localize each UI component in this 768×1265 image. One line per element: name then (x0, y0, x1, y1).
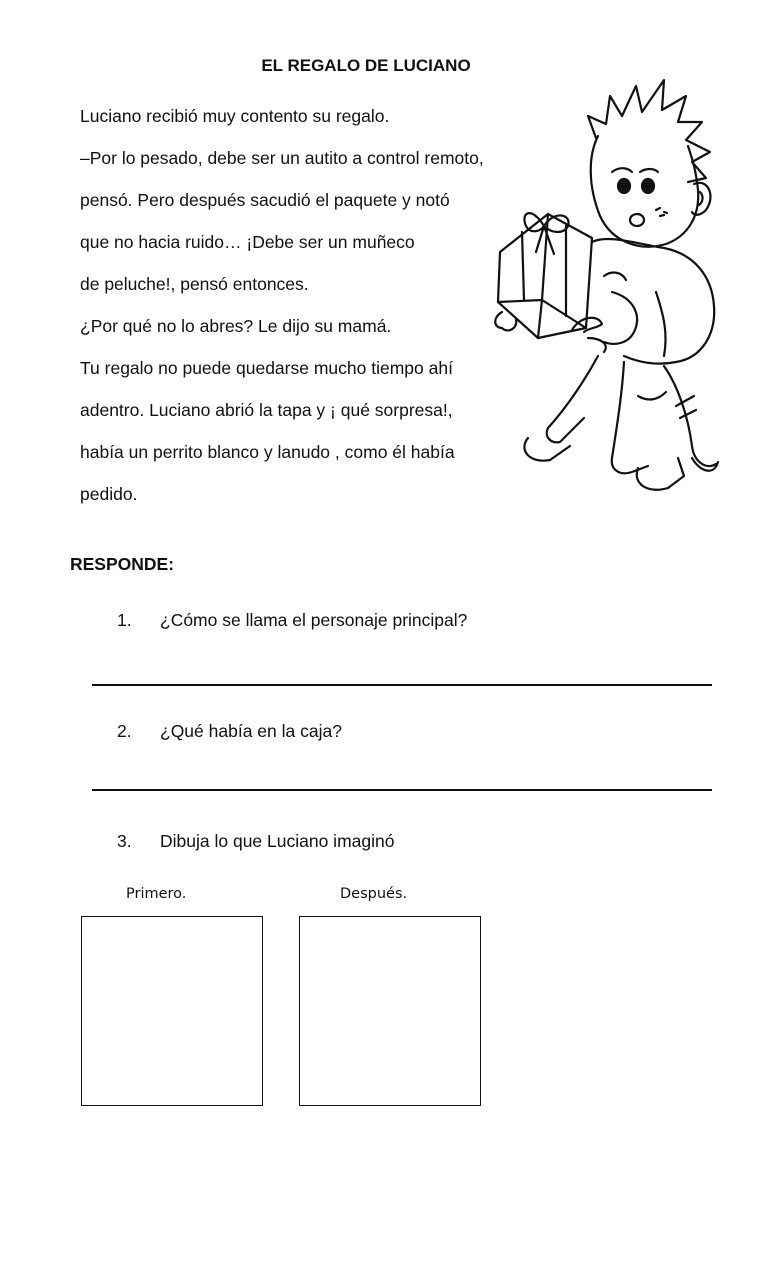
story-line: adentro. Luciano abrió la tapa y ¡ qué sorpresa!, (80, 400, 453, 420)
question-item (117, 610, 467, 631)
section-heading: RESPONDE: (70, 554, 175, 574)
drawing-box-label: Después. (340, 886, 408, 902)
story-line: ¿Por qué no lo abres? Le dijo su mamá. (80, 316, 392, 336)
question-item (117, 721, 342, 742)
worksheet-title: EL REGALO DE LUCIANO (261, 56, 471, 75)
question-text: ¿Qué había en la caja? (160, 721, 342, 741)
drawing-box-first[interactable] (81, 916, 263, 1106)
story-line: pensó. Pero después sacudió el paquete y notó (80, 190, 450, 210)
story-line: pedido. (80, 484, 138, 504)
question-number: 2. (117, 721, 132, 741)
story-line: –Por lo pesado, debe ser un autito a control remoto, (80, 148, 484, 168)
story-line: Tu regalo no puede quedarse mucho tiempo ahí (80, 358, 453, 378)
question-text: ¿Cómo se llama el personaje principal? (160, 610, 468, 630)
story-line: había un perrito blanco y lanudo , como él había (80, 442, 455, 462)
boy-with-gift-illustration (488, 66, 720, 498)
drawing-box-label: Primero. (126, 886, 187, 902)
question-number: 3. (117, 831, 132, 851)
story-line: Luciano recibió muy contento su regalo. (80, 106, 390, 126)
answer-line[interactable] (92, 684, 712, 686)
question-text: Dibuja lo que Luciano imaginó (160, 831, 395, 851)
story-line: de peluche!, pensó entonces. (80, 274, 309, 294)
drawing-box-after[interactable] (299, 916, 481, 1106)
question-number: 1. (117, 610, 132, 630)
story-line: que no hacia ruido… ¡Debe ser un muñeco (80, 232, 415, 252)
answer-line[interactable] (92, 789, 712, 791)
question-item (117, 831, 394, 852)
